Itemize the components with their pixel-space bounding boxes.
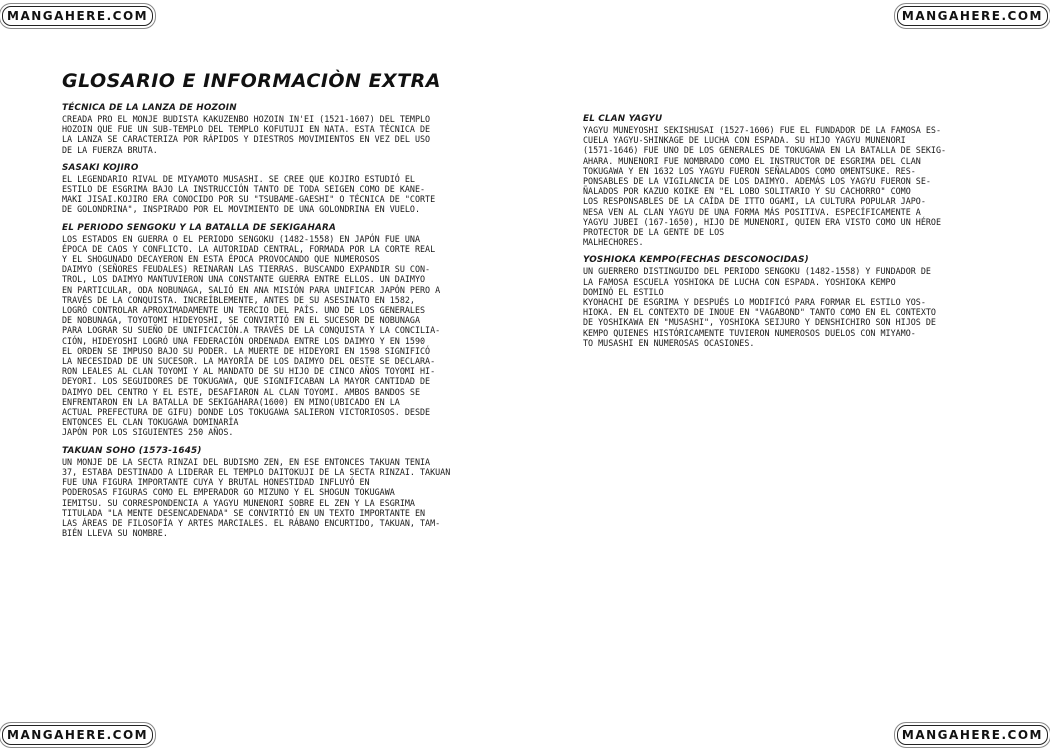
watermark-bottom-left: MANGAHERE.COM bbox=[2, 725, 153, 745]
left-column bbox=[62, 103, 502, 546]
page-title: GLOSARIO E INFORMACIÒN EXTRA bbox=[62, 70, 441, 92]
entry-heading: SASAKI KOJIRO bbox=[62, 162, 139, 173]
watermark-top-left: MANGAHERE.COM bbox=[2, 6, 153, 26]
entry-heading: YOSHIOKA KEMPO(FECHAS DESCONOCIDAS) bbox=[583, 255, 809, 266]
glossary-entry-yoshioka-kempo bbox=[583, 255, 983, 348]
entry-body: YAGYU MUNEYOSHI SEKISHUSAI (1527-1606) FUE EL FUNDADOR DE LA FAMOSA ES- CUELA YAGYU-SHINKAGE DE LUCHA CON ESPADA. SU HIJO YAGYU MUNENORI (1571-1646) FUE UNO DE LOS GENERALES DE TOKUGAWA EN LA BATALLA DE SEKIG- AHARA. MUNENORI FUE NOMBRADO COMO EL INSTRUCTOR DE ESGRIMA DEL CLAN TOKUGAWA Y EN 1632 LOS YAGYU FUERON SEÑALADOS COMO OMENTSUKE. RES- PONSABLES DE LA VIGILANCIA DE LOS DAIMYO. ADEMÁS LOS YAGYU FUERON SE- ÑALADOS POR KAZUO KOIKE EN "EL LOBO SOLITARIO Y SU CACHORRO" COMO LOS RESPONSABLES DE LA CAÍDA DE ITTO OGAMI, LA CULTURA POPULAR JAPO- NESA VEN AL CLAN YAGYU DE UNA FORMA MÁS POSITIVA. ESPECÍFICAMENTE A YAGYU JUBEI (167-1650), HIJO DE MUNENORI, QUIEN ERA VISTO COMO UN HÉROE PROTECTOR DE LA GENTE DE LOS MALHECHORES. bbox=[583, 125, 947, 248]
entry-body: LOS ESTADOS EN GUERRA O EL PERIODO SENGOKU (1482-1558) EN JAPÓN FUE UNA ÉPOCA DE CAOS Y CONFLICTO. LA AUTORIDAD CENTRAL, FORMADA POR LA CORTE REAL Y EL SHOGUNADO DECAYERON EN ESTA ÉPOCA PROVOCANDO QUE NUMEROSOS DAIMYO (SEÑORES FEUDALES) REINARAN LAS TIERRAS. BUSCANDO EXPANDIR SU CON- TROL, LOS DAIMYO MANTUVIERON UNA CONSTANTE GUERRA ENTRE ELLOS. UN DAIMYO EN PARTICULAR, ODA NOBUNAGA, SALIÓ EN ANA MISIÓN PARA UNIFICAR JAPÓN PERO A TRAVÉS DE LA CONQUISTA. INCREÍBLEMENTE, ANTES DE SU ASESINATO EN 1582, LOGRÓ CONTROLAR APROXIMADAMENTE UN TERCIO DEL PAÍS. UNO DE LOS GENERALES DE NOBUNAGA, TOYOTOMI HIDEYOSHI, SE CONVIRTIÓ EN EL SUCESOR DE NOBUNAGA PARA LOGRAR SU SUEÑO DE UNIFICACIÓN.A TRAVÉS DE LA CONQUISTA Y LA CONCILIA- CIÓN, HIDEYOSHI LOGRÓ UNA FEDERACIÓN ORDENADA ENTRE LOS DAIMYO Y EN 1590 EL ORDEN SE IMPUSO BAJO SU PODER. LA MUERTE DE HIDEYORI EN 1598 SIGNIFICÓ LA NECESIDAD DE UN SUCESOR. LA MAYORÍA DE LOS DAIMYO DEL OESTE SE DECLARA- RON LEALES AL CLAN TOYOMI Y AL MANDATO DE SU HIJO DE CINCO AÑOS TOYOMI HI- DEYORI. LOS SEGUIDORES DE TOKUGAWA, QUE SIGNIFICABAN LA MAYOR CANTIDAD DE DAIMYO DEL CENTRO Y EL ESTE, DESAFIARON AL CLAN TOYOMI. AMBOS BANDOS SE ENFRENTARON EN LA BATALLA DE SEKIGAHARA(1600) EN MINO(UBICADO EN LA ACTUAL PREFECTURA DE GIFU) DONDE LOS TOKUGAWA SALIERON VICTORIOSOS. DESDE ENTONCES EL CLAN TOKUGAWA DOMINARÍA JAPÓN POR LOS SIGUIENTES 250 AÑOS. bbox=[62, 233, 441, 438]
entry-heading: TAKUAN SOHO (1573-1645) bbox=[62, 445, 202, 456]
watermark-bottom-right: MANGAHERE.COM bbox=[897, 725, 1048, 745]
watermark-top-right: MANGAHERE.COM bbox=[897, 6, 1048, 26]
glossary-entry-yagyu-clan bbox=[583, 114, 983, 247]
entry-heading: TÉCNICA DE LA LANZA DE HOZOIN bbox=[62, 103, 237, 113]
glossary-entry-takuan-soho bbox=[62, 446, 502, 539]
glossary-entry-sasaki-kojiro bbox=[62, 163, 502, 215]
glossary-entry-sengoku bbox=[62, 223, 502, 438]
entry-body: EL LEGENDARIO RIVAL DE MIYAMOTO MUSASHI. SE CREE QUE KOJIRO ESTUDIÓ EL ESTILO DE ESGRIMA BAJO LA INSTRUCCIÓN TANTO DE TODA SEIGEN COMO DE KANE- MAKI JISAI.KOJIRO ERA CONOCIDO POR SU "TSUBAME-GAESHI" O TÉCNICA DE "CORTE DE GOLONDRINA", INSPIRADO POR EL MOVIMIENTO DE UNA GOLONDRINA EN VUELO. bbox=[62, 173, 436, 215]
glossary-entry-hozoin bbox=[62, 103, 502, 155]
entry-heading: EL PERIODO SENGOKU Y LA BATALLA DE SEKIGAHARA bbox=[62, 222, 336, 233]
entry-body: UN MONJE DE LA SECTA RINZAI DEL BUDISMO ZEN, EN ESE ENTONCES TAKUAN TENIA 37, ESTABA DESTINADO A LIDERAR EL TEMPLO DAITOKUJI DE LA SECTA RINZAI. TAKUAN FUE UNA FIGURA IMPORTANTE CUYA Y BRUTAL HONESTIDAD INFLUYÓ EN PODEROSAS FIGURAS COMO EL EMPERADOR GO MIZUNO Y EL SHOGUN TOKUGAWA IEMITSU. SU CORRESPONDENCIA A YAGYU MUNENORI SOBRE EL ZEN Y LA ESGRIMA TITULADA "LA MENTE DESENCADENADA" SE CONVIRTIÓ EN UN TEXTO IMPORTANTE EN LAS ÁREAS DE FILOSOFÍA Y ARTES MARCIALES. EL RÁBANO ENCURTIDO, TAKUAN, TAM- BIÉN LLEVA SU NOMBRE. bbox=[62, 456, 451, 539]
entry-body: CREADA PRO EL MONJE BUDISTA KAKUZENBO HOZOIN IN'EI (1521-1607) DEL TEMPLO HOZOIN QUE FUE UN SUB-TEMPLO DEL TEMPLO KOFUTUJI EN NATA. ESTA TÉCNICA DE LA LANZA SE CARACTERIZA POR RÁPIDOS Y DIESTROS MOVIMIENTOS EN VEZ DEL USO DE LA FUERZA BRUTA. bbox=[62, 114, 431, 155]
entry-heading: EL CLAN YAGYU bbox=[583, 114, 663, 124]
right-column bbox=[583, 114, 983, 356]
entry-body: UN GUERRERO DISTINGUIDO DEL PERIODO SENGOKU (1482-1558) Y FUNDADOR DE LA FAMOSA ESCUELA YOSHIOKA DE LUCHA CON ESPADA. YOSHIOKA KEMPO DOMINÓ EL ESTILO KYOHACHI DE ESGRIMA Y DESPUÉS LO MODIFICÓ PARA FORMAR EL ESTILO YOS- HIOKA. EN EL CONTEXTO DE INOUE EN "VAGABOND" TANTO COMO EN EL CONTEXTO DE YOSHIKAWA EN "MUSASHI", YOSHIOKA SEIJURO Y DENSHICHIRO SON HIJOS DE KEMPO QUIENES HISTÓRICAMENTE TUVIERON NUMEROSOS DUELOS CON MIYAMO- TO MUSASHI EN NUMEROSAS OCASIONES. bbox=[583, 266, 936, 348]
